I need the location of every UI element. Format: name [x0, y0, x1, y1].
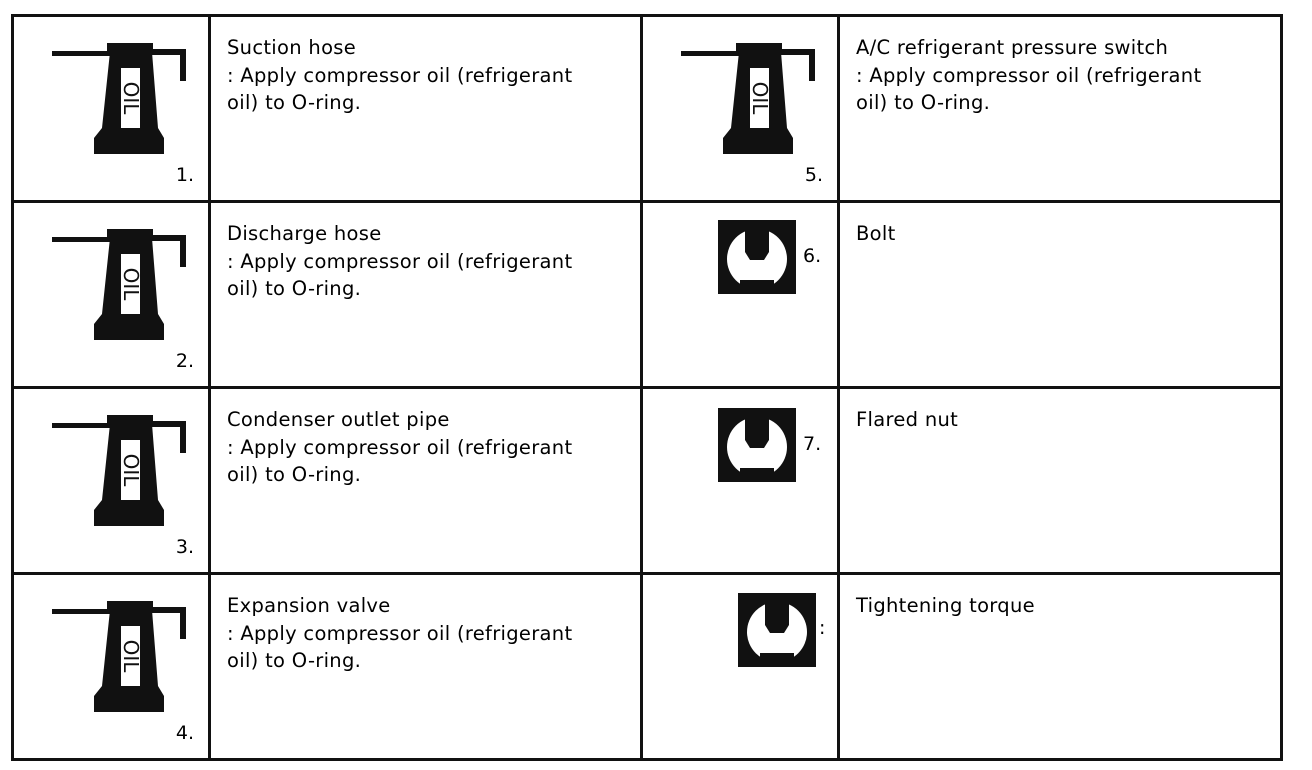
item-number: 2.: [175, 350, 194, 372]
oil-can-icon: [52, 226, 192, 341]
item-description: oil) to O-ring.: [227, 463, 362, 486]
item-title: Expansion valve: [227, 594, 391, 617]
item-title: Suction hose: [227, 36, 357, 59]
item-description: oil) to O-ring.: [227, 277, 362, 300]
item-description: : Apply compressor oil (refrigerant: [227, 435, 573, 459]
item-number: 1.: [175, 164, 194, 186]
description-cell: [210, 202, 642, 388]
description-cell: [839, 202, 1282, 388]
item-title: Discharge hose: [227, 222, 382, 245]
icon-cell: [13, 16, 210, 202]
item-description: : Apply compressor oil (refrigerant: [856, 63, 1202, 87]
item-number: 5.: [804, 164, 823, 186]
item-number: :: [819, 617, 826, 639]
legend-row: [13, 16, 1282, 202]
item-description: : Apply compressor oil (refrigerant: [227, 63, 573, 87]
oil-can-icon: [52, 40, 192, 155]
item-description: oil) to O-ring.: [227, 91, 362, 114]
item-number: 4.: [175, 722, 194, 744]
item-description: oil) to O-ring.: [856, 91, 991, 114]
item-number: 7.: [803, 433, 822, 455]
oil-can-icon: [52, 598, 192, 713]
icon-cell: [642, 16, 839, 202]
description-cell: [839, 388, 1282, 574]
item-number: 6.: [803, 245, 822, 267]
legend-row: [13, 202, 1282, 388]
item-title: Tightening torque: [856, 594, 1035, 617]
wrench-icon: [738, 593, 816, 667]
legend-table: [11, 14, 1283, 761]
item-description: oil) to O-ring.: [227, 649, 362, 672]
item-title: A/C refrigerant pressure switch: [856, 36, 1169, 59]
icon-cell: [13, 574, 210, 760]
icon-cell: [13, 388, 210, 574]
description-cell: [839, 16, 1282, 202]
description-cell: [210, 574, 642, 760]
legend-row: [13, 574, 1282, 760]
item-title: Flared nut: [856, 408, 959, 431]
item-description: : Apply compressor oil (refrigerant: [227, 621, 573, 645]
legend-row: [13, 388, 1282, 574]
description-cell: [210, 388, 642, 574]
oil-can-icon: [681, 40, 821, 155]
oil-can-icon: [52, 412, 192, 527]
item-description: : Apply compressor oil (refrigerant: [227, 249, 573, 273]
wrench-icon: [718, 408, 796, 482]
icon-cell: [642, 202, 839, 388]
item-title: Bolt: [856, 222, 896, 245]
icon-cell: [642, 388, 839, 574]
wrench-icon: [718, 220, 796, 294]
description-cell: [839, 574, 1282, 760]
description-cell: [210, 16, 642, 202]
item-number: 3.: [175, 536, 194, 558]
icon-cell: [13, 202, 210, 388]
item-title: Condenser outlet pipe: [227, 408, 450, 431]
icon-cell: [642, 574, 839, 760]
